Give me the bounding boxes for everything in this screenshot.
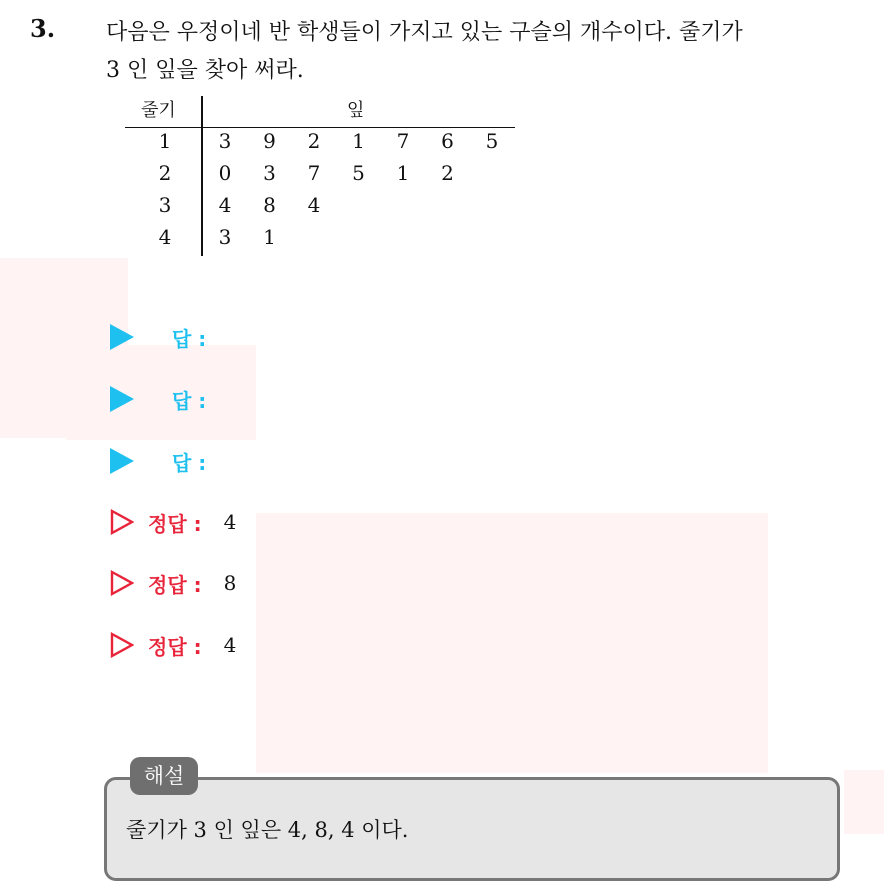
- leaf-value: 4: [307, 193, 321, 217]
- header-rule: [125, 127, 515, 128]
- stem-leaf-row: [125, 225, 515, 257]
- play-triangle-icon: [110, 448, 134, 474]
- stem-leaf-plot: [125, 96, 515, 256]
- answer-label: 답 :: [172, 450, 207, 475]
- correct-answer-row: [110, 568, 236, 598]
- problem-number: 3.: [30, 14, 56, 43]
- leaf-value: 1: [263, 225, 276, 249]
- explanation-tab: 해설: [130, 757, 198, 795]
- question-line-2: 3 인 잎을 찾아 써라.: [106, 58, 304, 83]
- play-triangle-icon: [110, 386, 134, 412]
- stem-value: 4: [158, 225, 172, 249]
- correct-answer-label: 정답 :: [148, 511, 202, 536]
- stem-value: 1: [158, 129, 172, 153]
- leaf-value: 2: [307, 129, 321, 153]
- leaf-value: 5: [352, 161, 365, 185]
- correct-answer-row: [110, 507, 236, 537]
- stem-value: 2: [158, 161, 172, 185]
- leaf-value: 5: [485, 129, 499, 153]
- correct-answer-value: 4: [223, 510, 237, 534]
- leaf-value: 3: [218, 129, 232, 153]
- outline-triangle-icon: [110, 509, 134, 535]
- stem-header: 줄기: [141, 100, 176, 121]
- leaf-value: 3: [263, 161, 276, 185]
- question-line-1: 다음은 우정이네 반 학생들이 가지고 있는 구슬의 개수이다. 줄기가: [106, 20, 743, 45]
- answer-row[interactable]: [110, 384, 206, 414]
- stem-leaf-row: [125, 193, 515, 225]
- answer-row[interactable]: [110, 322, 206, 352]
- leaf-value: 0: [218, 161, 232, 185]
- stem-leaf-row: [125, 129, 515, 161]
- correct-answer-label: 정답 :: [148, 634, 202, 659]
- leaf-value: 2: [441, 161, 454, 185]
- correct-answer-value: 4: [223, 633, 237, 657]
- answer-row[interactable]: [110, 446, 206, 476]
- leaf-value: 1: [352, 129, 365, 153]
- correct-answer-row: [110, 630, 236, 660]
- leaf-value: 8: [263, 193, 276, 217]
- correct-answer-label: 정답 :: [148, 572, 202, 597]
- leaf-value: 4: [218, 193, 232, 217]
- outline-triangle-icon: [110, 632, 134, 658]
- question-text: [106, 14, 866, 90]
- stem-value: 3: [158, 193, 172, 217]
- leaf-value: 3: [218, 225, 232, 249]
- leaf-value: 7: [396, 129, 410, 153]
- outline-triangle-icon: [110, 570, 134, 596]
- leaf-value: 1: [396, 161, 410, 185]
- explanation-text: 줄기가 3 인 잎은 4, 8, 4 이다.: [126, 818, 409, 842]
- answer-label: 답 :: [172, 388, 207, 413]
- play-triangle-icon: [110, 324, 134, 350]
- correct-answer-value: 8: [223, 571, 237, 595]
- stem-leaf-row: [125, 161, 515, 193]
- answer-label: 답 :: [172, 326, 207, 351]
- leaf-value: 6: [441, 129, 454, 153]
- leaf-value: 9: [263, 129, 276, 153]
- leaf-value: 7: [307, 161, 321, 185]
- leaf-header: 잎: [347, 100, 365, 121]
